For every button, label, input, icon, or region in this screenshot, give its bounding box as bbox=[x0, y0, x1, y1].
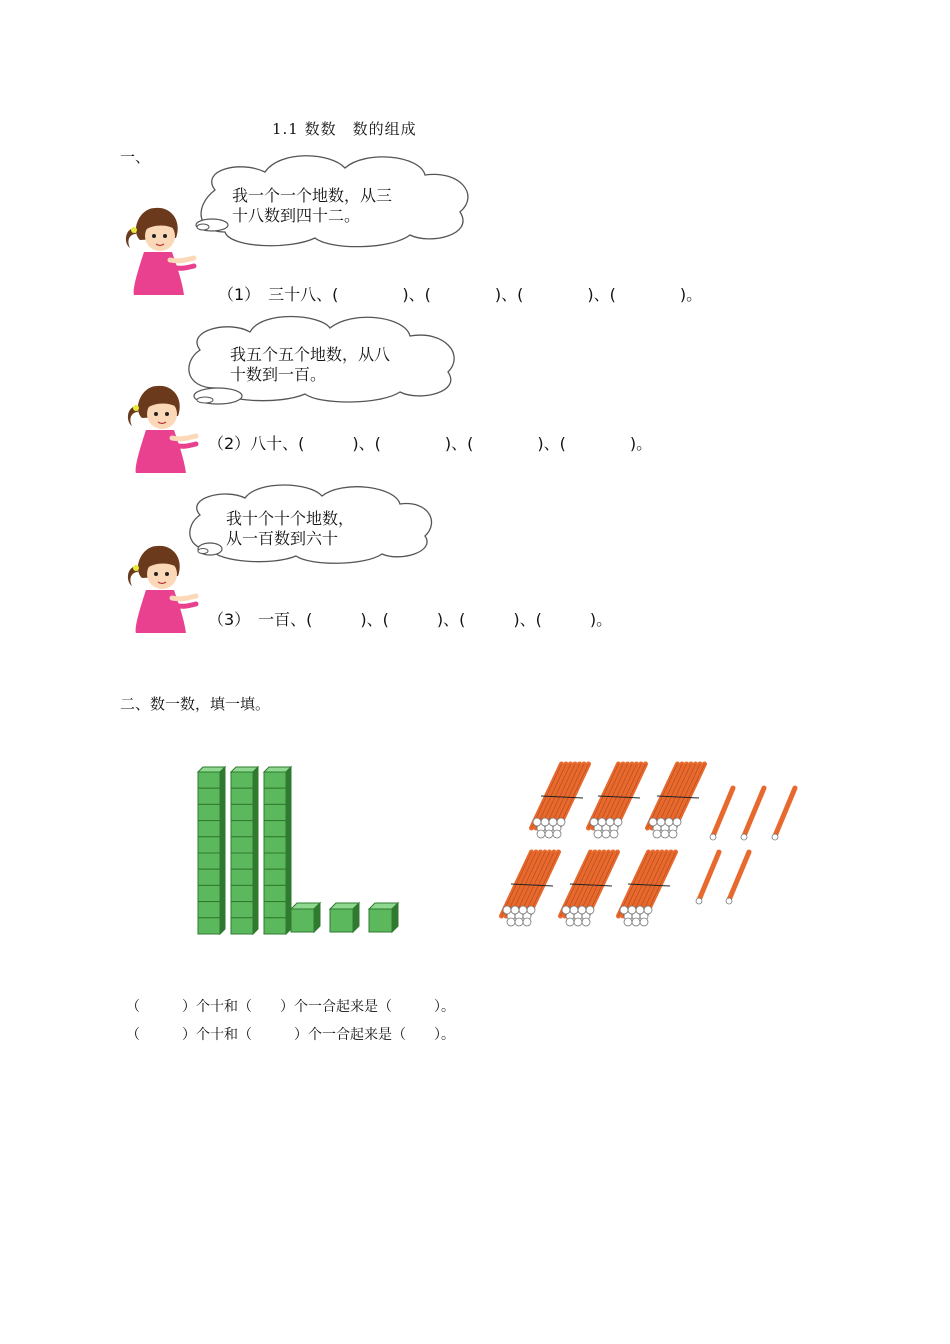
stick-bundle bbox=[648, 764, 705, 838]
single-stick bbox=[741, 788, 764, 840]
bubble-1-line1: 我一个一个地数，从三 bbox=[232, 186, 393, 205]
stick-bundle bbox=[561, 852, 618, 926]
stick-bundle bbox=[502, 852, 559, 926]
bubble-2-line1: 我五个五个地数，从八 bbox=[230, 345, 391, 364]
bubble-3-line2: 从一百数到六十 bbox=[226, 529, 339, 548]
sequence-row-2: （2）八十、( )、( )、( )、( )。 bbox=[208, 434, 653, 453]
single-stick bbox=[772, 788, 795, 840]
bubble-2-line2: 十数到一百。 bbox=[230, 365, 327, 384]
stick-bundle bbox=[619, 852, 676, 926]
bubble-1-line2: 十八数到四十二。 bbox=[232, 206, 361, 225]
page-title: 1.1 数数 数的组成 bbox=[272, 120, 417, 138]
sequence-row-1: （1） 三十八、( )、( )、( )、( )。 bbox=[218, 285, 703, 304]
fill-blank-line-2: （ ）个十和（ ）个一合起来是（ ）。 bbox=[126, 1027, 455, 1043]
stick-bundle bbox=[589, 764, 646, 838]
bubble-3-line1: 我十个十个地数， bbox=[226, 509, 355, 528]
section-two-label: 二、数一数，填一填。 bbox=[120, 695, 271, 713]
sequence-row-3: （3） 一百、( )、( )、( )、( )。 bbox=[208, 610, 613, 629]
single-stick bbox=[710, 788, 733, 840]
section-one-label: 一、 bbox=[120, 148, 151, 166]
fill-blank-line-1: （ ）个十和（ ）个一合起来是（ ）。 bbox=[126, 999, 455, 1015]
single-stick bbox=[726, 852, 749, 904]
stick-bundle bbox=[532, 764, 589, 838]
single-stick bbox=[696, 852, 719, 904]
